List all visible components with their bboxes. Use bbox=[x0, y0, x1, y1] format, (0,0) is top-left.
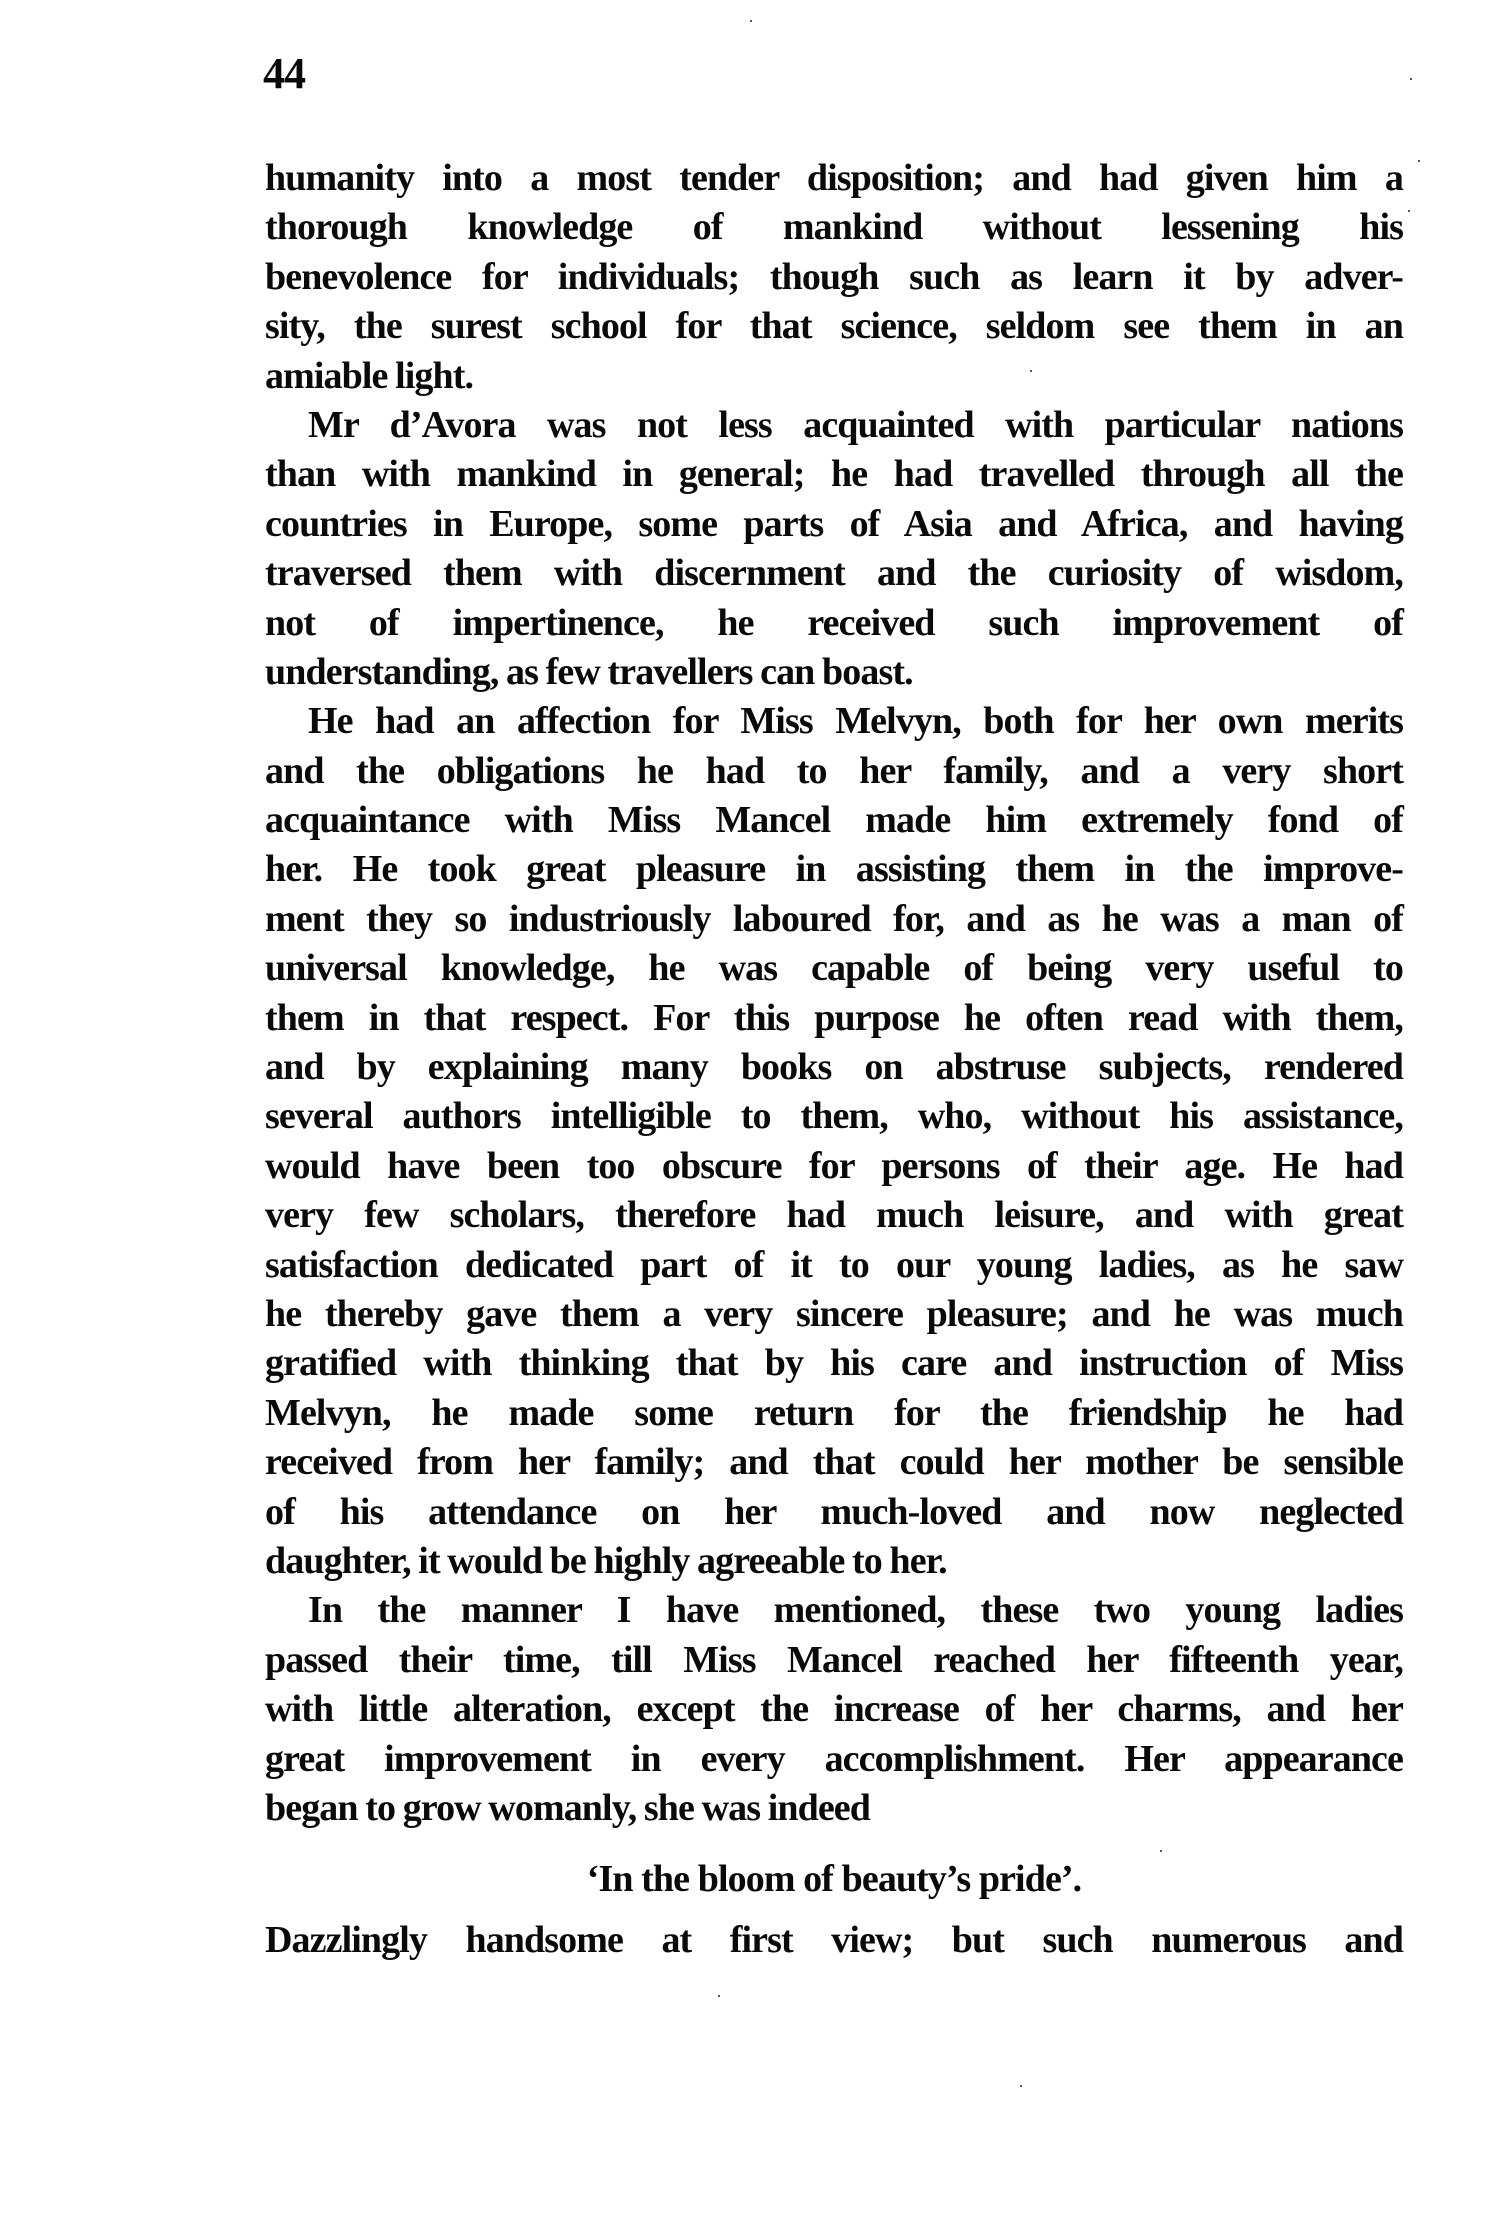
text-line: traversed them with discernment and the curiosity of wisdom, bbox=[265, 552, 1403, 595]
text-line: very few scholars, therefore had much leisure, and with great bbox=[265, 1194, 1403, 1237]
scan-speck bbox=[1020, 2085, 1022, 2087]
text-line: thorough knowledge of mankind without lessening his bbox=[265, 206, 1403, 249]
text-line: He had an affection for Miss Melvyn, both for her own merits bbox=[308, 700, 1403, 743]
text-line: not of impertinence, he received such improvement of bbox=[265, 601, 1403, 644]
scan-speck bbox=[718, 1995, 720, 1997]
paragraph bbox=[265, 154, 1403, 401]
text-line: began to grow womanly, she was indeed bbox=[265, 1786, 871, 1829]
text-line: amiable light. bbox=[265, 354, 474, 397]
paragraph bbox=[265, 697, 1403, 1586]
text-line: of his attendance on her much-loved and now neglected bbox=[265, 1490, 1403, 1533]
text-line: In the manner I have mentioned, these two young ladies bbox=[308, 1589, 1403, 1632]
text-line: great improvement in every accomplishment. Her appearance bbox=[265, 1737, 1403, 1780]
text-column bbox=[265, 154, 1403, 1966]
text-line: Melvyn, he made some return for the friendship he had bbox=[265, 1391, 1403, 1434]
paragraph bbox=[265, 401, 1403, 697]
text-line: Mr d’Avora was not less acquainted with particular nations bbox=[308, 403, 1403, 446]
text-line: sity, the surest school for that science, seldom see them in an bbox=[265, 305, 1403, 348]
text-line: gratified with thinking that by his care and instruction of Miss bbox=[265, 1342, 1403, 1385]
page-number: 44 bbox=[263, 49, 305, 98]
text-line: received from her family; and that could her mother be sensible bbox=[265, 1441, 1403, 1484]
text-line: and by explaining many books on abstruse subjects, rendered bbox=[265, 1046, 1403, 1089]
text-line: acquaintance with Miss Mancel made him extremely fond of bbox=[265, 799, 1403, 842]
scan-speck bbox=[1160, 1850, 1162, 1852]
block-quote: ‘In the bloom of beauty’s pride’. bbox=[586, 1858, 1082, 1901]
text-line: ment they so industriously laboured for, and as he was a man of bbox=[265, 897, 1403, 940]
text-line: humanity into a most tender disposition; and had given him a bbox=[265, 157, 1403, 199]
scan-speck bbox=[750, 20, 752, 22]
text-line: with little alteration, except the increase of her charms, and her bbox=[265, 1688, 1403, 1731]
scan-speck bbox=[1030, 370, 1032, 372]
scan-speck bbox=[1408, 210, 1410, 212]
scan-speck bbox=[1410, 78, 1412, 80]
text-line: he thereby gave them a very sincere pleasure; and he was much bbox=[265, 1292, 1403, 1335]
text-line: passed their time, till Miss Mancel reached her fifteenth year, bbox=[265, 1638, 1403, 1681]
text-line: than with mankind in general; he had travelled through all the bbox=[265, 453, 1403, 496]
text-line: her. He took great pleasure in assisting them in the improve- bbox=[265, 848, 1403, 891]
paragraph bbox=[265, 1586, 1403, 1833]
text-line: satisfaction dedicated part of it to our young ladies, as he saw bbox=[265, 1243, 1403, 1286]
text-line: universal knowledge, he was capable of being very useful to bbox=[265, 947, 1403, 990]
text-line: would have been too obscure for persons of their age. He had bbox=[265, 1144, 1403, 1187]
scan-speck bbox=[1418, 160, 1420, 162]
text-line: countries in Europe, some parts of Asia and Africa, and having bbox=[265, 502, 1403, 545]
text-line: benevolence for individuals; though such as learn it by adver- bbox=[265, 255, 1403, 298]
text-line: them in that respect. For this purpose he often read with them, bbox=[265, 996, 1403, 1039]
text-line: daughter, it would be highly agreeable to her. bbox=[265, 1539, 947, 1582]
text-line: understanding, as few travellers can boast. bbox=[265, 650, 913, 693]
text-line: Dazzlingly handsome at first view; but such numerous and bbox=[265, 1919, 1403, 1962]
text-line: and the obligations he had to her family, and a very short bbox=[265, 749, 1403, 792]
text-line: several authors intelligible to them, who, without his assistance, bbox=[265, 1095, 1403, 1138]
